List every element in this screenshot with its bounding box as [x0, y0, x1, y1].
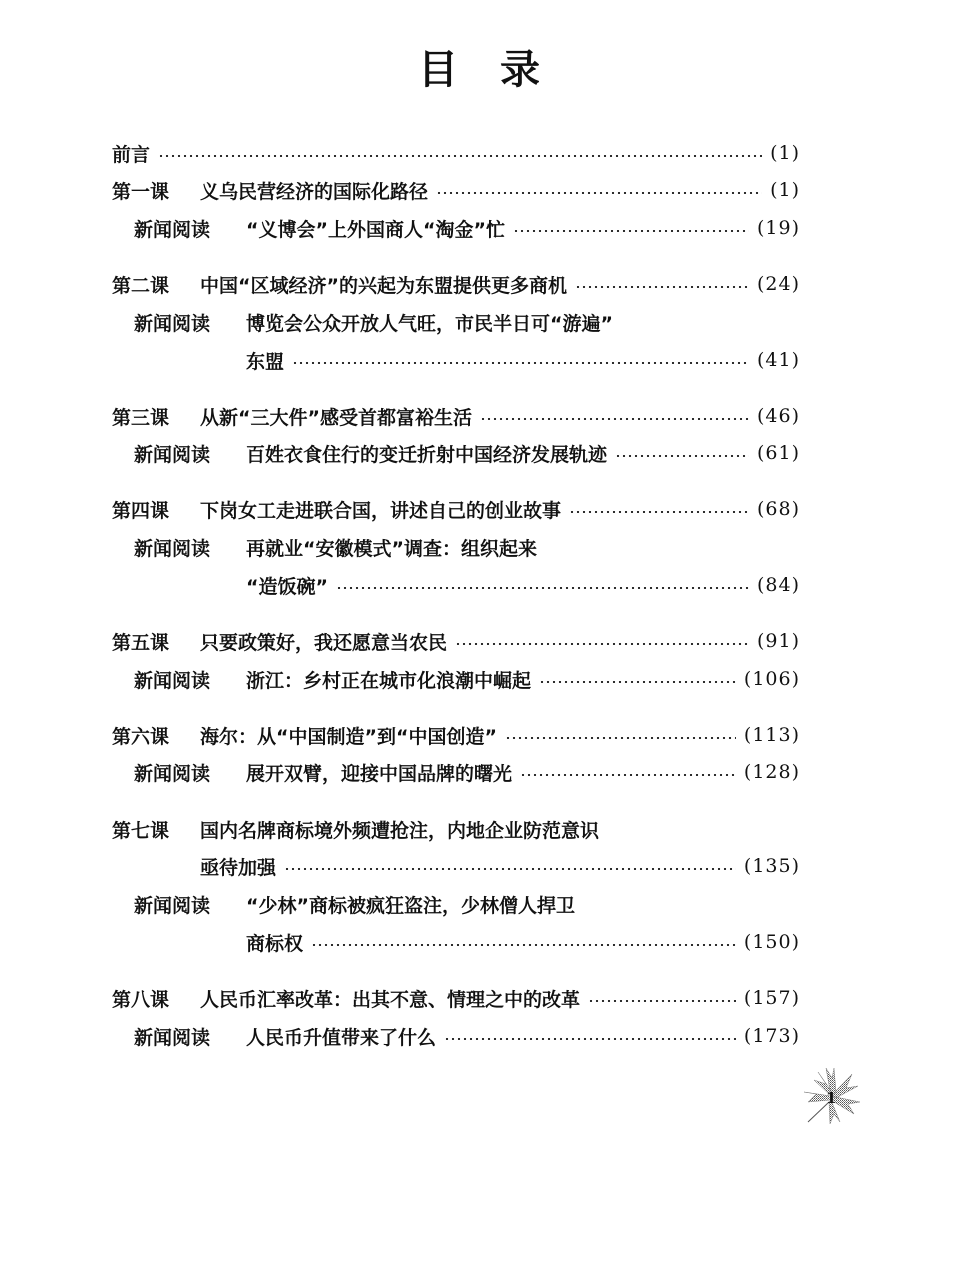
page-ref: (68) [756, 498, 800, 520]
toc-entry-news-2-cont[interactable] [112, 345, 800, 375]
dot-leader [444, 1038, 736, 1040]
lesson-label: 第三课 [112, 406, 170, 429]
toc-entry-news-7-cont[interactable] [112, 927, 800, 957]
toc-entry-news-8[interactable] [112, 1021, 800, 1051]
entry-title-line-1: “少林”商标被疯狂盗注，少林僧人捍卫 [246, 894, 575, 917]
news-label: 新闻阅读 [134, 894, 211, 917]
lesson-label: 第五课 [112, 631, 170, 654]
news-label: 新闻阅读 [134, 1026, 211, 1049]
page-ref: (41) [756, 349, 800, 371]
lesson-label: 第四课 [112, 499, 170, 522]
entry-title: 百姓衣食住行的变迁折射中国经济发展轨迹 [246, 443, 608, 466]
toc-entry-lesson-4[interactable] [112, 494, 800, 524]
dot-leader [575, 286, 749, 288]
dot-leader [615, 455, 749, 457]
page-ref: (46) [756, 405, 800, 427]
entry-title-line-2: “造饭碗” [246, 575, 328, 598]
page-title: 目录 [418, 46, 582, 93]
toc-entry-lesson-6[interactable] [112, 720, 800, 750]
lesson-label: 第七课 [112, 819, 170, 842]
toc-entry-news-5[interactable] [112, 664, 800, 694]
page-ref: (61) [756, 442, 800, 464]
entry-title: 展开双臂，迎接中国品牌的曙光 [246, 762, 513, 785]
page-ref: (24) [756, 273, 800, 295]
dot-leader [520, 774, 736, 776]
page-ref: (128) [743, 761, 800, 783]
dot-leader [513, 230, 749, 232]
toc-entry-lesson-1[interactable] [112, 175, 800, 205]
entry-title: 浙江：乡村正在城市化浪潮中崛起 [246, 669, 532, 692]
entry-title: 人民币汇率改革：出其不意、情理之中的改革 [200, 988, 581, 1011]
toc-entry-news-2[interactable] [112, 307, 800, 337]
dot-leader [158, 155, 762, 157]
entry-title: “义博会”上外国商人“淘金”忙 [246, 218, 505, 241]
entry-title: 海尔：从“中国制造”到“中国创造” [200, 725, 497, 748]
news-label: 新闻阅读 [134, 762, 211, 785]
entry-title-line-1: 博览会公众开放人气旺，市民半日可“游遍” [246, 312, 613, 335]
toc-entry-news-6[interactable] [112, 757, 800, 787]
toc-entry-lesson-5[interactable] [112, 626, 800, 656]
dot-leader [569, 511, 749, 513]
dot-leader [480, 418, 749, 420]
page-ref: (1) [770, 179, 800, 201]
lesson-label: 第六课 [112, 725, 170, 748]
page-ref: (1) [770, 142, 800, 164]
dot-leader [539, 681, 736, 683]
page-number: 1 [826, 1089, 837, 1107]
toc-entry-news-3[interactable] [112, 438, 800, 468]
news-label: 新闻阅读 [134, 312, 211, 335]
toc-entry-lesson-7[interactable] [112, 814, 800, 844]
toc-entry-news-7[interactable] [112, 889, 800, 919]
toc-entry-news-1[interactable] [112, 213, 800, 243]
news-label: 新闻阅读 [134, 443, 211, 466]
entry-title: 义乌民营经济的国际化路径 [200, 180, 429, 203]
toc-entry-lesson-2[interactable] [112, 269, 800, 299]
lesson-label: 第二课 [112, 274, 170, 297]
dot-leader [505, 737, 736, 739]
toc-entry-news-4-cont[interactable] [112, 570, 800, 600]
dot-leader [284, 868, 736, 870]
dot-leader [311, 944, 736, 946]
page-ref: (157) [743, 987, 800, 1009]
entry-title-line-1: 再就业“安徽模式”调查：组织起来 [246, 537, 537, 560]
page-ref: (173) [743, 1025, 800, 1047]
entry-title: 中国“区域经济”的兴起为东盟提供更多商机 [200, 274, 567, 297]
toc-entry-preface[interactable] [112, 138, 800, 168]
news-label: 新闻阅读 [134, 218, 211, 241]
entry-title: 只要政策好，我还愿意当农民 [200, 631, 448, 654]
page-ref: (84) [756, 574, 800, 596]
dot-leader [436, 192, 762, 194]
news-label: 新闻阅读 [134, 537, 211, 560]
page-ref: (113) [743, 724, 800, 746]
toc-entry-lesson-8[interactable] [112, 983, 800, 1013]
toc-entry-lesson-3[interactable] [112, 401, 800, 431]
page-ref: (106) [743, 668, 800, 690]
page-ref: (150) [743, 931, 800, 953]
dot-leader [336, 587, 749, 589]
entry-title: 前言 [112, 143, 151, 166]
entry-title-line-2: 东盟 [246, 350, 285, 373]
dot-leader [292, 362, 749, 364]
news-label: 新闻阅读 [134, 669, 211, 692]
lesson-label: 第一课 [112, 180, 170, 203]
lesson-label: 第八课 [112, 988, 170, 1011]
entry-title-line-1: 国内名牌商标境外频遭抢注，内地企业防范意识 [200, 819, 600, 842]
dot-leader [455, 643, 749, 645]
toc-entry-news-4[interactable] [112, 532, 800, 562]
entry-title: 下岗女工走进联合国，讲述自己的创业故事 [200, 499, 562, 522]
entry-title: 从新“三大件”感受首都富裕生活 [200, 406, 472, 429]
dot-leader [588, 1000, 736, 1002]
page-ref: (91) [756, 630, 800, 652]
toc-entry-lesson-7-cont[interactable] [112, 851, 800, 881]
entry-title-line-2: 商标权 [246, 932, 304, 955]
page-ref: (19) [756, 217, 800, 239]
page-ref: (135) [743, 855, 800, 877]
entry-title-line-2: 亟待加强 [200, 856, 277, 879]
entry-title: 人民币升值带来了什么 [246, 1026, 437, 1049]
